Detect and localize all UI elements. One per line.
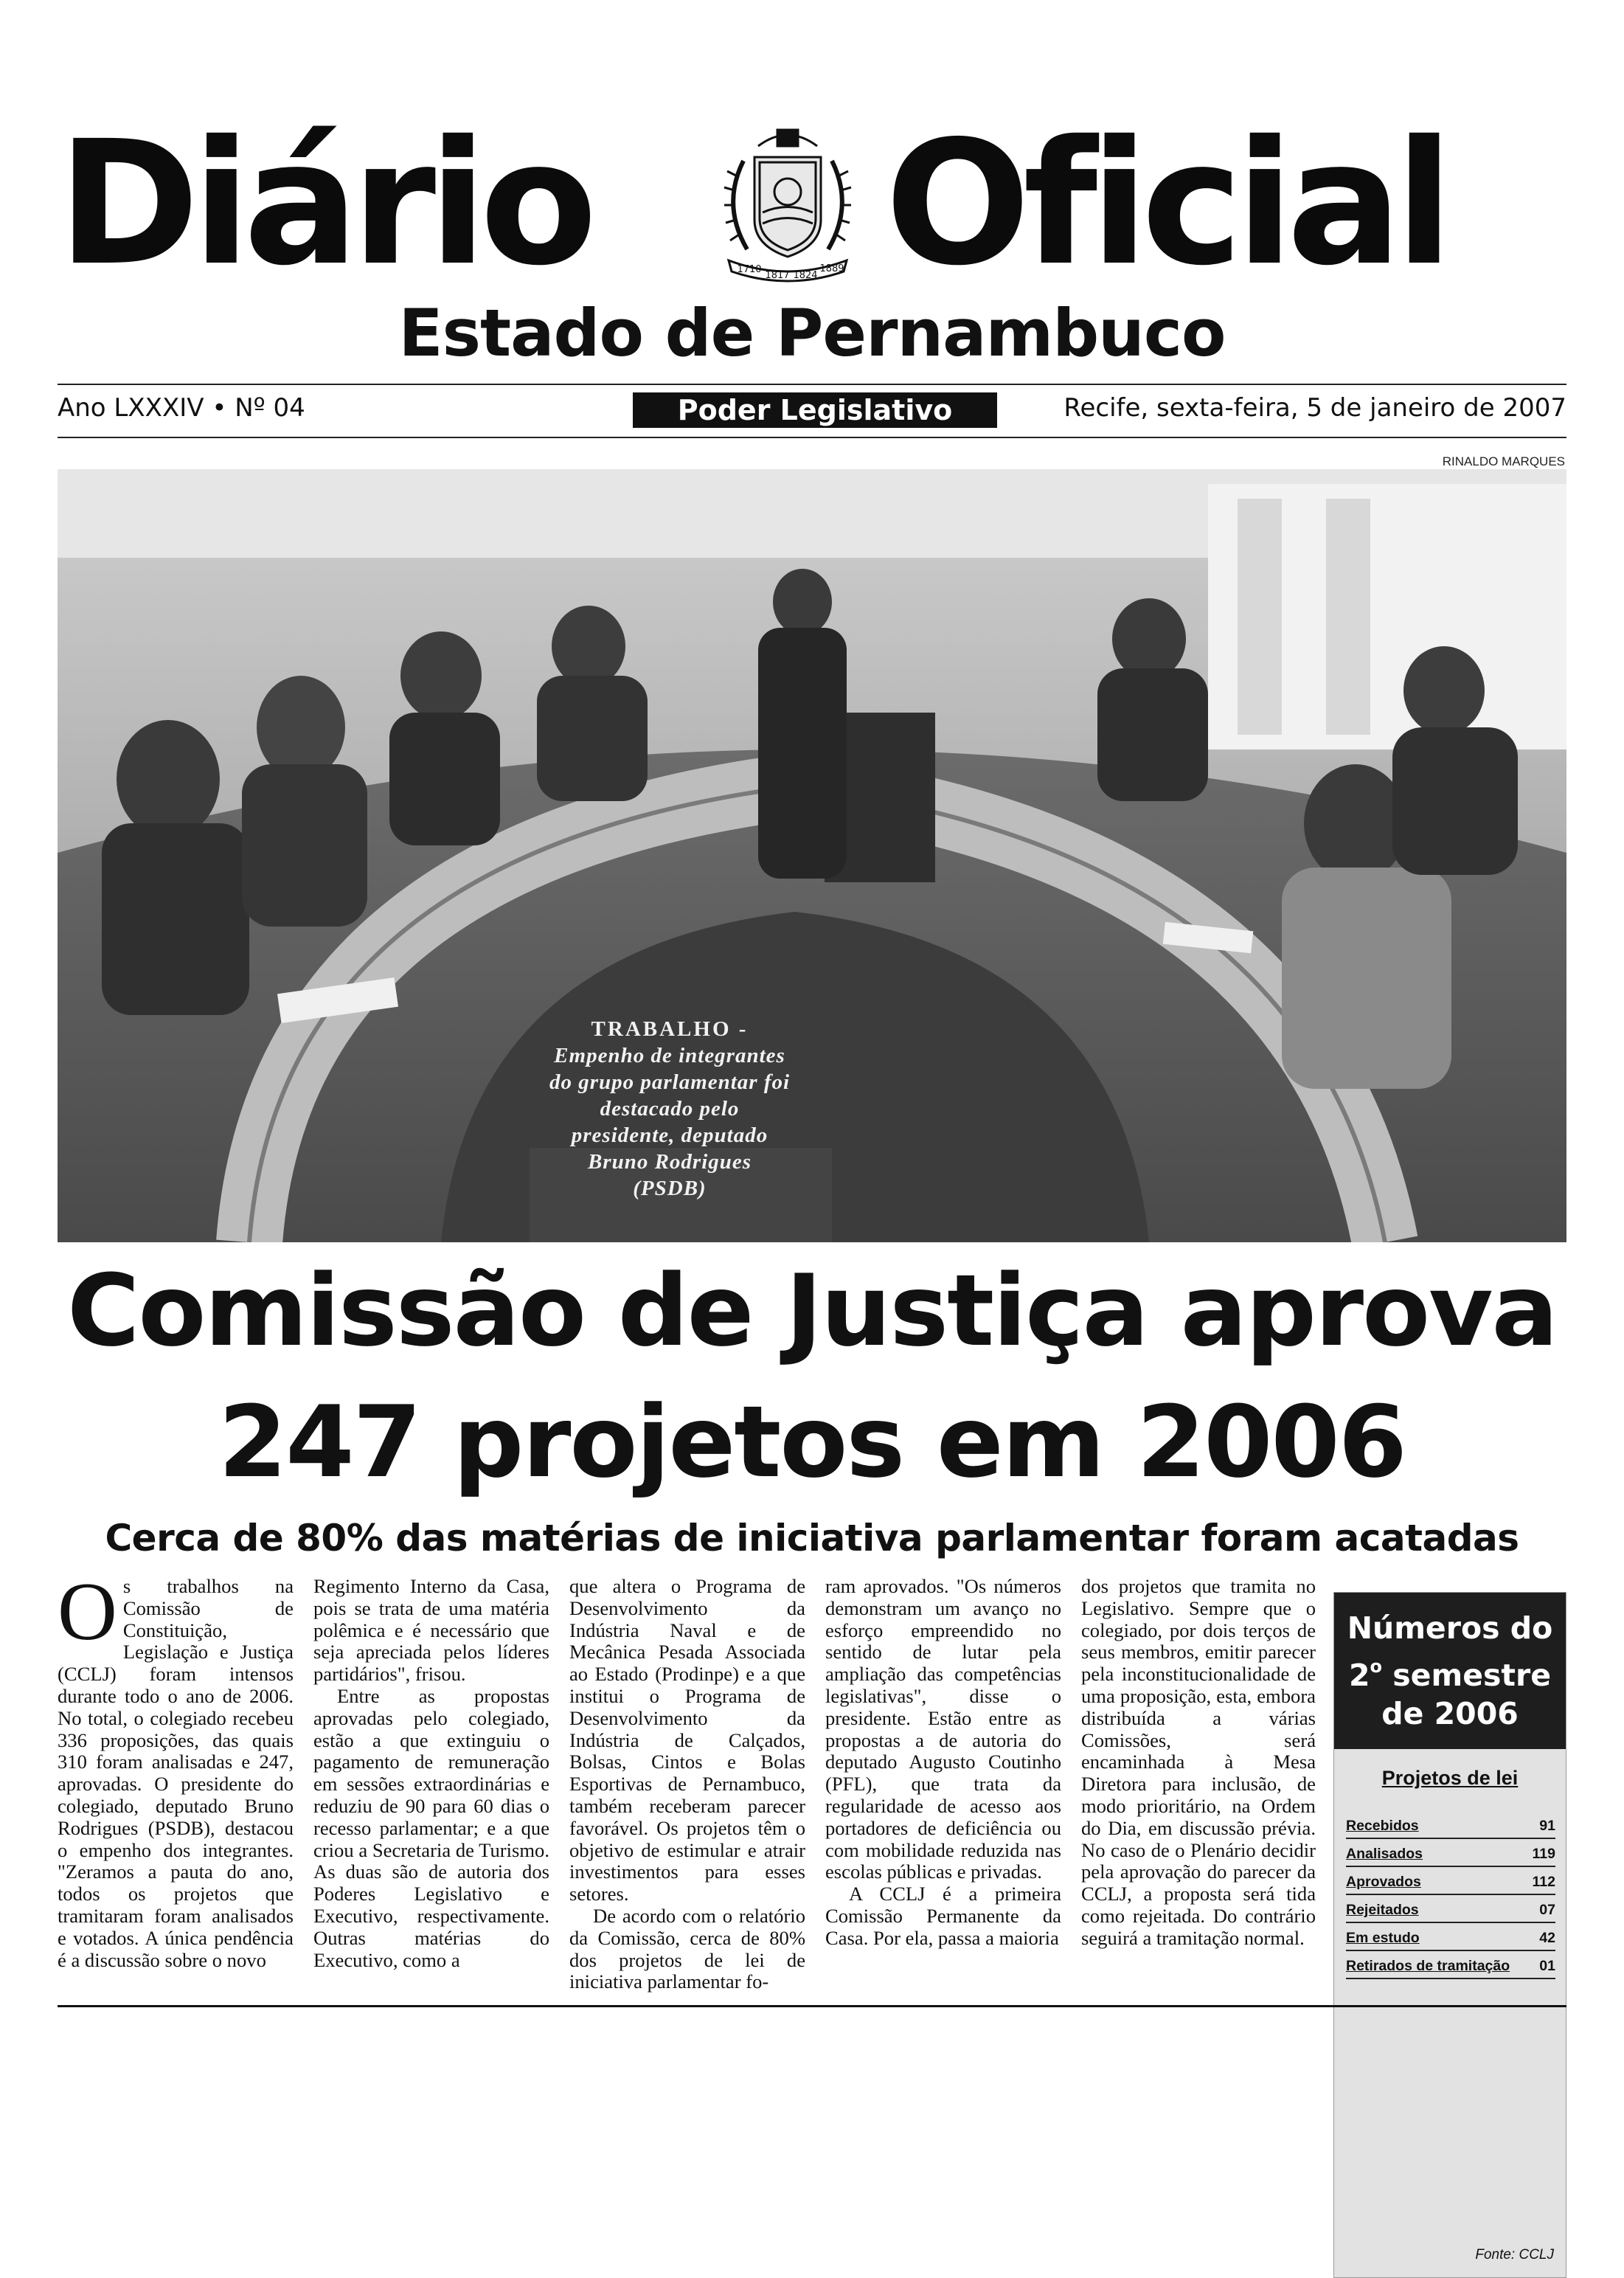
photo-caption-text: Empenho de integrantes do grupo parlamentar foi destacado pelo presidente, deputado Bruno Rodrigues (PSDB) — [549, 1044, 791, 1200]
masthead-title-right: Oficial — [885, 104, 1446, 303]
article-paragraph: s trabalhos na Comissão de Constituição, Legislação e Justiça (CCLJ) foram intensos durante todo o ano de 2006. No total, o colegiado recebeu 336 proposições, das quais 310 foram analisadas e 247, aprovadas. O presidente do colegiado, deputado Bruno Rodrigues (PSDB), destacou o empenho dos integrantes. "Zeramos a pauta do ano, todos os projetos que tramitaram foram analisados e votados. A única pendência é a discussão sobre o novo — [58, 1575, 294, 1971]
stat-label: Analisados — [1346, 1846, 1423, 1862]
stats-source: Fonte: CCLJ — [1475, 2247, 1554, 2263]
article-column-3 — [569, 1576, 805, 1993]
article-paragraph: ram aprovados. "Os números demonstram um avanço no esforço empreendido no sentido de lutar pela ampliação das competências legislativas", disse o presidente. Estão entre as propostas a de autoria do deputado Augusto Coutinho (PFL), que trata da regularidade de acesso aos portadores de deficiência ou com mobilidade reduzida nas escolas públicas e privadas. — [825, 1575, 1061, 1883]
edition-number: Ano LXXXIV • Nº 04 — [58, 393, 305, 423]
article-dropcap: O — [58, 1566, 117, 1658]
masthead-subtitle: Estado de Pernambuco — [398, 295, 1226, 371]
stats-sidebar-title — [1334, 1593, 1566, 1749]
article-paragraph: dos projetos que tramita no Legislativo. Sempre que o colegiado, por dois terços de seus membros, emitir parecer pela inconstitucionalidade de uma proposição, esta, embora distribuída a várias Comissões, será encaminhada à Mesa Diretora para inclusão, de modo prioritário, na Ordem do Dia, em discussão prévia. No caso de o Plenário decidir pela aprovação do parecer da CCLJ, a proposta será tida como rejeitada. Do contrário seguirá a tramitação normal. — [1081, 1575, 1316, 1949]
stat-value: 01 — [1539, 1958, 1555, 1974]
article-paragraph: Regimento Interno da Casa, pois se trata de uma matéria polêmica e é necessário que seja apreciada pelos líderes partidários", frisou. — [313, 1575, 549, 1686]
article-column-5 — [1081, 1576, 1316, 1950]
stat-row — [1346, 1900, 1555, 1923]
stats-title-num: 2 — [1348, 1658, 1370, 1693]
stat-row — [1346, 1872, 1555, 1895]
article-paragraph: Entre as propostas aprovadas pelo colegiado, estão a que extinguiu o pagamento de remuneração em sessões extraordinárias e reduziu de 90 para 60 dias o recesso parlamentar; e a que criou a Secretaria de Turismo. As duas são de autoria dos Poderes Legislativo e Executivo, respectivamente. Outras matérias do Executivo, como a — [313, 1684, 549, 1971]
photo-credit: RINALDO MARQUES — [1442, 454, 1565, 468]
section-badge: Poder Legislativo — [633, 392, 997, 428]
photo-caption-lead: TRABALHO - — [591, 1017, 749, 1041]
pernambuco-coat-of-arms-icon — [714, 124, 861, 286]
stat-label: Em estudo — [1346, 1930, 1420, 1946]
svg-text:1710: 1710 — [737, 264, 762, 275]
committee-meeting-photo — [58, 469, 1566, 1242]
photo-caption — [549, 1016, 791, 1202]
masthead-title-left: Diário — [58, 104, 590, 303]
stat-row — [1346, 1815, 1555, 1839]
dateline: Recife, sexta-feira, 5 de janeiro de 2007 — [1063, 393, 1566, 423]
article-column-4 — [825, 1576, 1061, 1950]
stat-value: 07 — [1539, 1902, 1555, 1918]
headline-line-2: 247 projetos em 2006 — [218, 1385, 1406, 1500]
page-bottom-rule — [58, 2005, 1566, 2007]
stats-title-line-1: Números do — [1347, 1610, 1553, 1646]
stats-title-rest: semestre — [1381, 1658, 1552, 1693]
svg-text:1889: 1889 — [819, 263, 844, 274]
stats-subtitle: Projetos de lei — [1381, 1767, 1519, 1789]
svg-text:1824: 1824 — [793, 270, 818, 281]
article-paragraph: que altera o Programa de Desenvolvimento da Indústria Naval e de Mecânica Pesada Associada ao Estado (Prodinpe) e a que institui o Programa de Desenvolvimento da Indústria de Calçados, Bolsas, Cintos e Bolas Esportivas de Pernambuco, também receberam parecer favorável. Os projetos têm o objetivo de estimular e atrair investimentos para esses setores. — [569, 1575, 805, 1905]
stats-title-sup: o — [1370, 1656, 1382, 1677]
stats-sidebar — [1333, 1592, 1566, 2278]
stat-row — [1346, 1928, 1555, 1951]
stat-label: Rejeitados — [1346, 1902, 1419, 1918]
stat-label: Recebidos — [1346, 1818, 1419, 1834]
headline-line-1: Comissão de Justiça aprova — [67, 1253, 1557, 1368]
stats-title-line-2 — [1334, 1647, 1566, 1694]
stat-row — [1346, 1843, 1555, 1867]
headline-deck: Cerca de 80% das matérias de iniciativa parlamentar foram acatadas — [105, 1517, 1519, 1559]
svg-text:1817: 1817 — [765, 270, 790, 281]
stat-row — [1346, 1956, 1555, 1979]
masthead-bottom-rule — [58, 437, 1566, 438]
stat-label: Aprovados — [1346, 1874, 1421, 1890]
stat-value: 91 — [1539, 1818, 1555, 1834]
stat-value: 119 — [1532, 1846, 1555, 1862]
stat-value: 42 — [1539, 1930, 1555, 1946]
stat-value: 112 — [1532, 1874, 1555, 1890]
article-column-1 — [58, 1566, 294, 1971]
stat-label: Retirados de tramitação — [1346, 1958, 1510, 1974]
article-column-2 — [313, 1576, 549, 1971]
article-paragraph: De acordo com o relatório da Comissão, cerca de 80% dos projetos de lei de iniciativa parlamentar fo- — [569, 1904, 805, 1993]
photo-illustration — [58, 469, 1566, 1242]
masthead-top-rule — [58, 384, 1566, 385]
stats-title-line-3: de 2006 — [1381, 1696, 1519, 1731]
article-paragraph: A CCLJ é a primeira Comissão Permanente da Casa. Por ela, passa a maioria — [825, 1883, 1061, 1949]
